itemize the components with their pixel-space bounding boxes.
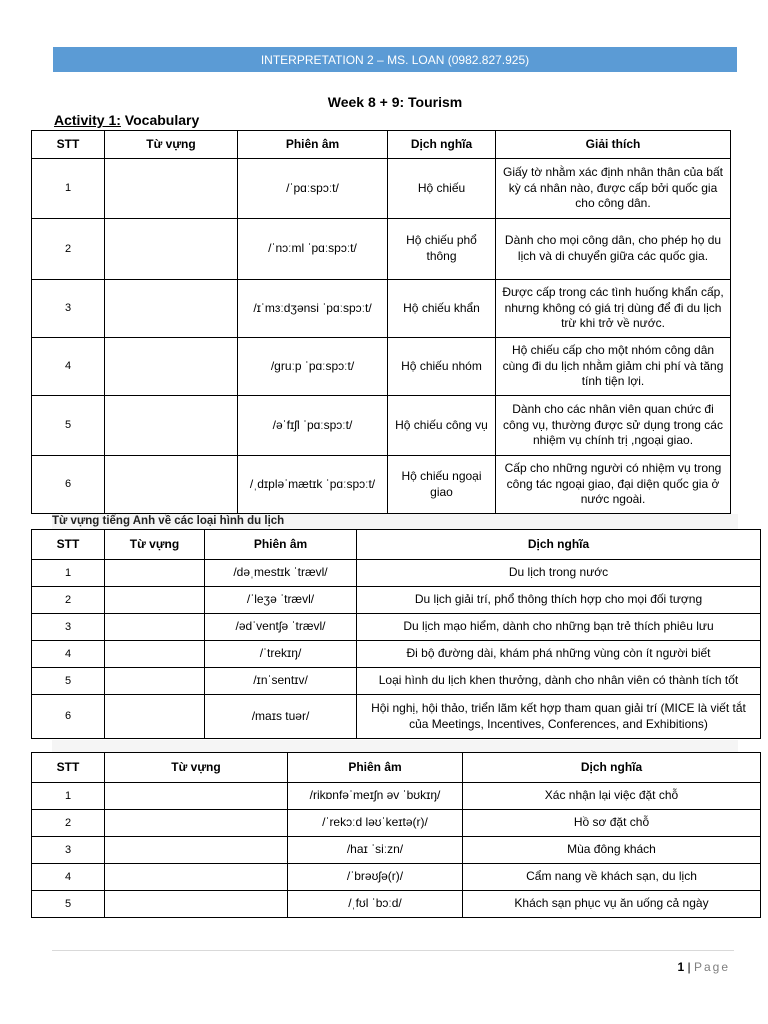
row-number: 3 bbox=[32, 837, 105, 864]
table-header: Từ vựng bbox=[105, 753, 288, 783]
table-header: Phiên âm bbox=[288, 753, 463, 783]
table-row bbox=[32, 338, 731, 396]
table-row bbox=[32, 280, 731, 338]
table-header: Giải thích bbox=[496, 131, 731, 159]
table-row bbox=[32, 456, 731, 514]
row-number: 6 bbox=[32, 456, 105, 514]
table-row bbox=[32, 159, 731, 219]
meaning-cell: Mùa đông khách bbox=[463, 837, 761, 864]
page-title: Week 8 + 9: Tourism bbox=[327, 94, 463, 110]
activity-heading bbox=[54, 112, 199, 128]
meaning-cell: Hộ chiếu bbox=[388, 159, 496, 219]
ipa-cell: /ˌdɪpləˈmætɪk ˈpɑːspɔːt/ bbox=[238, 456, 388, 514]
row-number: 4 bbox=[32, 338, 105, 396]
activity-label: Activity 1: bbox=[54, 112, 121, 128]
table-row bbox=[32, 668, 761, 695]
section-spacer bbox=[52, 740, 738, 752]
ipa-cell: /ˌfʊl ˈbɔːd/ bbox=[288, 891, 463, 918]
table-row bbox=[32, 891, 761, 918]
row-number: 1 bbox=[32, 159, 105, 219]
explanation-cell: Dành cho các nhân viên quan chức đi công vụ, thường được sử dụng trong các nhiệm vụ chính trị ,ngoại giao. bbox=[496, 396, 731, 456]
explanation-cell: Giấy tờ nhằm xác định nhân thân của bất kỳ cá nhân nào, được cấp bởi quốc gia cho công dân. bbox=[496, 159, 731, 219]
ipa-cell: /ˈbrəʊʃə(r)/ bbox=[288, 864, 463, 891]
ipa-cell: /ˈpɑːspɔːt/ bbox=[238, 159, 388, 219]
meaning-cell: Hộ chiếu ngoại giao bbox=[388, 456, 496, 514]
meaning-cell: Hộ chiếu công vụ bbox=[388, 396, 496, 456]
meaning-cell: Cẩm nang về khách sạn, du lịch bbox=[463, 864, 761, 891]
table-row bbox=[32, 396, 731, 456]
passport-vocabulary-table bbox=[31, 130, 731, 514]
row-number: 2 bbox=[32, 219, 105, 280]
word-cell bbox=[105, 396, 238, 456]
row-number: 5 bbox=[32, 668, 105, 695]
ipa-cell: /ˈrekɔːd ləʊˈkeɪtə(r)/ bbox=[288, 810, 463, 837]
ipa-cell: /rikɒnfəˈmeɪʃn əv ˈbʊkɪŋ/ bbox=[288, 783, 463, 810]
header-banner bbox=[53, 47, 737, 72]
word-cell bbox=[105, 456, 238, 514]
row-number: 5 bbox=[32, 891, 105, 918]
table-row bbox=[32, 587, 761, 614]
meaning-cell: Du lịch giải trí, phổ thông thích hợp cho mọi đối tượng bbox=[357, 587, 761, 614]
table-row bbox=[32, 219, 731, 280]
word-cell bbox=[105, 280, 238, 338]
table-header: Dịch nghĩa bbox=[463, 753, 761, 783]
meaning-cell: Hội nghị, hội thảo, triển lãm kết hợp tham quan giải trí (MICE là viết tắt của Meetings, Incentives, Conferences, and Exhibitions) bbox=[357, 695, 761, 739]
word-cell bbox=[105, 159, 238, 219]
meaning-cell: Du lịch trong nước bbox=[357, 560, 761, 587]
row-number: 4 bbox=[32, 864, 105, 891]
ipa-cell: /ədˈventʃə ˈtrævl/ bbox=[205, 614, 357, 641]
word-cell bbox=[105, 837, 288, 864]
table-header: Phiên âm bbox=[205, 530, 357, 560]
meaning-cell: Khách sạn phục vụ ăn uống cả ngày bbox=[463, 891, 761, 918]
table-header: STT bbox=[32, 753, 105, 783]
meaning-cell: Du lịch mạo hiểm, dành cho những bạn trẻ thích phiêu lưu bbox=[357, 614, 761, 641]
word-cell bbox=[105, 614, 205, 641]
ipa-cell: /ˈtrekɪŋ/ bbox=[205, 641, 357, 668]
header-banner-text: INTERPRETATION 2 – MS. LOAN (0982.827.925) bbox=[260, 52, 530, 67]
meaning-cell: Loại hình du lịch khen thưởng, dành cho nhân viên có thành tích tốt bbox=[357, 668, 761, 695]
footer-divider bbox=[52, 950, 734, 951]
booking-vocabulary-table bbox=[31, 752, 761, 918]
row-number: 5 bbox=[32, 396, 105, 456]
table-header: Dịch nghĩa bbox=[357, 530, 761, 560]
meaning-cell: Xác nhận lại việc đặt chỗ bbox=[463, 783, 761, 810]
word-cell bbox=[105, 668, 205, 695]
word-cell bbox=[105, 560, 205, 587]
table-row bbox=[32, 810, 761, 837]
table-header: STT bbox=[32, 530, 105, 560]
table-row bbox=[32, 641, 761, 668]
table-header: Phiên âm bbox=[238, 131, 388, 159]
row-number: 3 bbox=[32, 614, 105, 641]
word-cell bbox=[105, 338, 238, 396]
ipa-cell: /ˈleʒə ˈtrævl/ bbox=[205, 587, 357, 614]
table-row bbox=[32, 560, 761, 587]
row-number: 1 bbox=[32, 560, 105, 587]
page-label: Page bbox=[693, 960, 730, 974]
table-header: Từ vựng bbox=[105, 530, 205, 560]
section-subtitle: Từ vựng tiếng Anh về các loại hình du lịch bbox=[52, 514, 738, 529]
table-row bbox=[32, 864, 761, 891]
ipa-cell: /dəˌmestɪk ˈtrævl/ bbox=[205, 560, 357, 587]
row-number: 2 bbox=[32, 587, 105, 614]
row-number: 6 bbox=[32, 695, 105, 739]
word-cell bbox=[105, 641, 205, 668]
explanation-cell: Hộ chiếu cấp cho một nhóm công dân cùng đi du lịch nhằm giảm chi phí và tăng tính tiện lợi. bbox=[496, 338, 731, 396]
word-cell bbox=[105, 587, 205, 614]
activity-name: Vocabulary bbox=[120, 112, 200, 128]
table-row bbox=[32, 783, 761, 810]
table-header: Từ vựng bbox=[105, 131, 238, 159]
ipa-cell: /ɡruːp ˈpɑːspɔːt/ bbox=[238, 338, 388, 396]
ipa-cell: /ɪˈmɜːdʒənsi ˈpɑːspɔːt/ bbox=[238, 280, 388, 338]
meaning-cell: Hộ chiếu nhóm bbox=[388, 338, 496, 396]
row-number: 1 bbox=[32, 783, 105, 810]
explanation-cell: Dành cho mọi công dân, cho phép họ du lịch và di chuyển giữa các quốc gia. bbox=[496, 219, 731, 280]
word-cell bbox=[105, 810, 288, 837]
table-row bbox=[32, 614, 761, 641]
meaning-cell: Hộ chiếu khẩn bbox=[388, 280, 496, 338]
meaning-cell: Hộ chiếu phổ thông bbox=[388, 219, 496, 280]
page-footer bbox=[677, 960, 730, 974]
explanation-cell: Được cấp trong các tình huống khẩn cấp, nhưng không có giá trị dùng để đi du lịch trừ khi trở về nước. bbox=[496, 280, 731, 338]
meaning-cell: Hồ sơ đặt chỗ bbox=[463, 810, 761, 837]
explanation-cell: Cấp cho những người có nhiệm vụ trong công tác ngoại giao, đại diện quốc gia ở nước ngoài. bbox=[496, 456, 731, 514]
table-row bbox=[32, 837, 761, 864]
ipa-cell: /əˈfɪʃl ˈpɑːspɔːt/ bbox=[238, 396, 388, 456]
word-cell bbox=[105, 864, 288, 891]
word-cell bbox=[105, 695, 205, 739]
ipa-cell: /haɪ ˈsiːzn/ bbox=[288, 837, 463, 864]
page-number: 1 bbox=[677, 960, 685, 974]
table-header: Dịch nghĩa bbox=[388, 131, 496, 159]
row-number: 4 bbox=[32, 641, 105, 668]
page-separator: | bbox=[687, 960, 691, 974]
ipa-cell: /ˈnɔːml ˈpɑːspɔːt/ bbox=[238, 219, 388, 280]
table-header: STT bbox=[32, 131, 105, 159]
table-row bbox=[32, 695, 761, 739]
word-cell bbox=[105, 219, 238, 280]
ipa-cell: /maɪs tuər/ bbox=[205, 695, 357, 739]
row-number: 2 bbox=[32, 810, 105, 837]
word-cell bbox=[105, 783, 288, 810]
meaning-cell: Đi bộ đường dài, khám phá những vùng còn ít người biết bbox=[357, 641, 761, 668]
ipa-cell: /ɪnˈsentɪv/ bbox=[205, 668, 357, 695]
row-number: 3 bbox=[32, 280, 105, 338]
tourism-types-table bbox=[31, 529, 761, 739]
word-cell bbox=[105, 891, 288, 918]
